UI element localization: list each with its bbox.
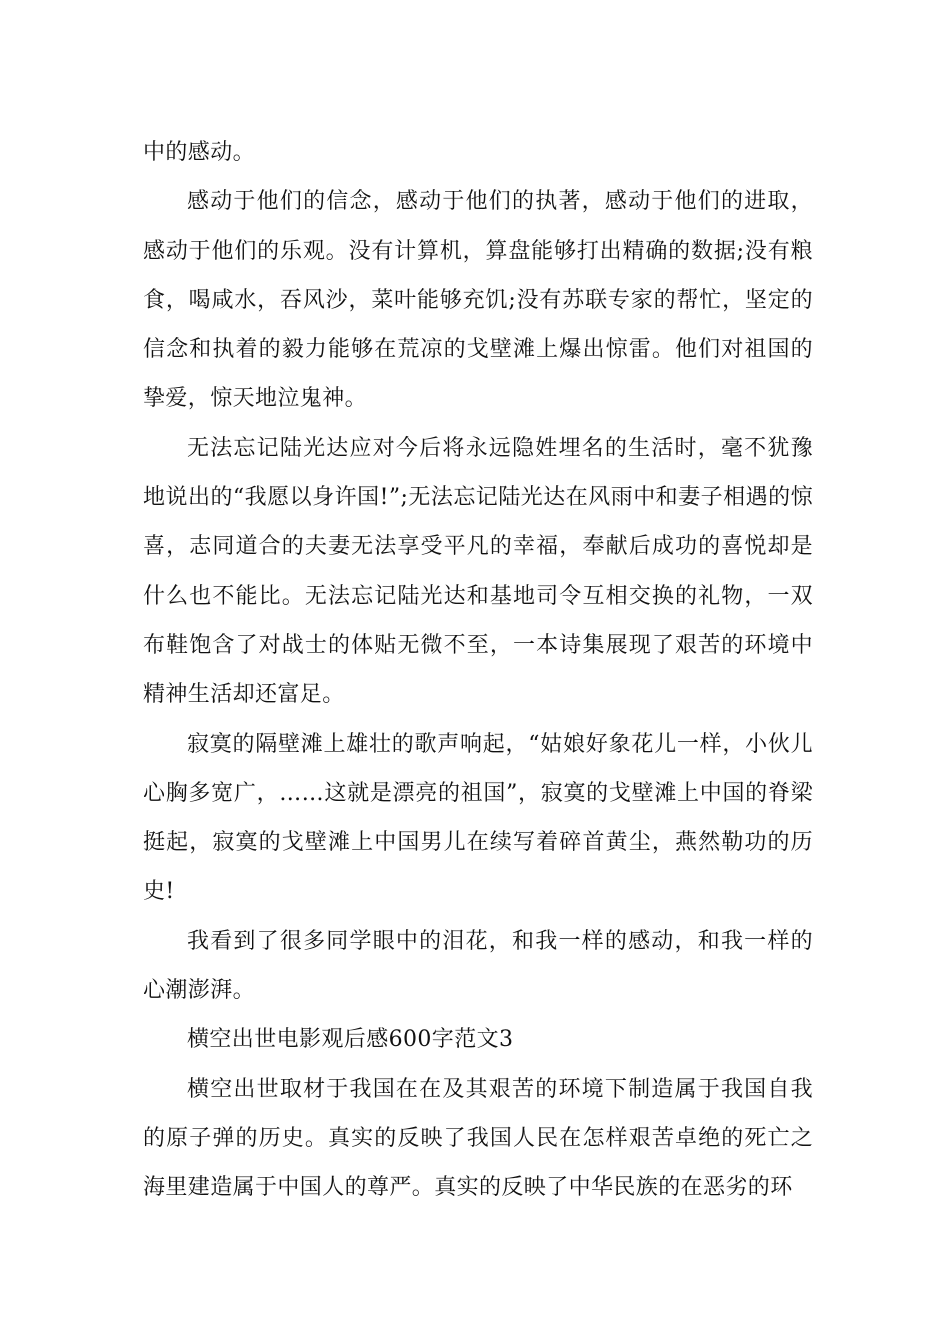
section-heading: 横空出世电影观后感600字范文3 bbox=[187, 1027, 514, 1053]
paragraph-continuation: 中的感动。 bbox=[143, 140, 256, 165]
document-body bbox=[143, 128, 813, 1213]
paragraph-lu-guangda: 无法忘记陆光达应对今后将永远隐姓埋名的生活时，毫不犹豫地说出的“我愿以身许国!”;无法忘记陆光达在风雨中和妻子相遇的惊喜，志同道合的夫妻无法享受平凡的幸福，奉献后成功的喜悦却是什么也不能比。无法忘记陆光达和基地司令互相交换的礼物，一双布鞋饱含了对战士的体贴无微不至，一本诗集展现了艰苦的环境中精神生活却还富足。 bbox=[143, 435, 813, 708]
paragraph-gobi-song: 寂寞的隔壁滩上雄壮的歌声响起，“姑娘好象花儿一样，小伙儿心胸多宽广，……这就是漂亮的祖国”，寂寞的戈壁滩上中国的脊梁挺起，寂寞的戈壁滩上中国男儿在续写着碎首黄尘，燕然勒功的历史! bbox=[143, 731, 813, 905]
paragraph-moved-by-belief: 感动于他们的信念，感动于他们的执著，感动于他们的进取，感动于他们的乐观。没有计算机，算盘能够打出精确的数据;没有粮食，喝咸水，吞风沙，菜叶能够充饥;没有苏联专家的帮忙，坚定的信念和执着的毅力能够在荒凉的戈壁滩上爆出惊雷。他们对祖国的挚爱，惊天地泣鬼神。 bbox=[143, 189, 813, 412]
paragraph-essay-3-intro: 横空出世取材于我国在在及其艰苦的环境下制造属于我国自我的原子弹的历史。真实的反映了我国人民在怎样艰苦卓绝的死亡之海里建造属于中国人的尊严。真实的反映了中华民族的在恶劣的环 bbox=[143, 1076, 813, 1201]
paragraph-classmates-tears: 我看到了很多同学眼中的泪花，和我一样的感动，和我一样的心潮澎湃。 bbox=[143, 928, 813, 1004]
